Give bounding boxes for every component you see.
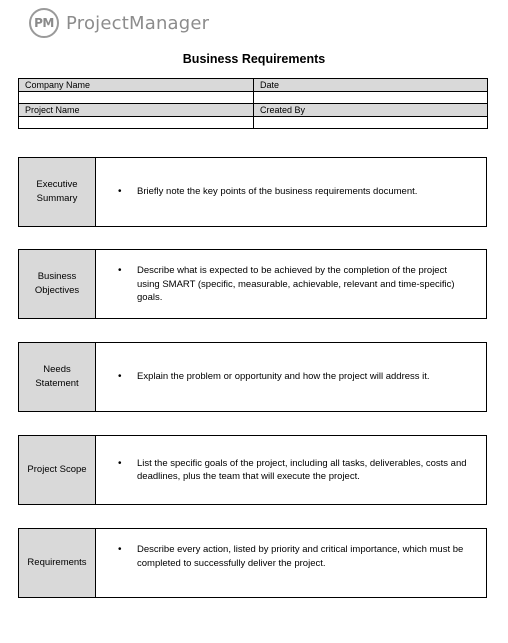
pm-logo-icon: PM (29, 8, 59, 38)
company-name-label: Company Name (19, 79, 254, 92)
brand-name: ProjectManager (66, 12, 210, 34)
section-label: Needs Statement (19, 343, 96, 411)
section-content[interactable] (96, 158, 486, 226)
document-title: Business Requirements (182, 52, 326, 66)
project-name-field[interactable] (19, 117, 254, 129)
list-item: • Briefly note the key points of the business requirements document. (137, 185, 417, 199)
table-row (19, 79, 488, 92)
list-item: • Describe what is expected to be achieved by the completion of the project using SMART (specific, measurable, achievable, relevant and time-specific) goals. (137, 264, 472, 305)
date-label: Date (254, 79, 488, 92)
company-name-field[interactable] (19, 92, 254, 104)
section-requirements (18, 528, 487, 598)
section-label: Business Objectives (19, 250, 96, 318)
section-content[interactable] (96, 343, 486, 411)
section-label: Requirements (19, 529, 96, 597)
section-content[interactable] (96, 529, 486, 597)
project-info-table (18, 78, 488, 129)
date-field[interactable] (254, 92, 488, 104)
section-label: Executive Summary (19, 158, 96, 226)
section-executive-summary (18, 157, 487, 227)
brand-logo (29, 8, 209, 38)
project-name-label: Project Name (19, 104, 254, 117)
list-item: • Explain the problem or opportunity and how the project will address it. (137, 370, 430, 384)
table-row (19, 92, 488, 104)
section-label: Project Scope (19, 436, 96, 504)
section-content[interactable] (96, 436, 486, 504)
section-content[interactable] (96, 250, 486, 318)
section-project-scope (18, 435, 487, 505)
created-by-field[interactable] (254, 117, 488, 129)
section-business-objectives (18, 249, 487, 319)
table-row (19, 117, 488, 129)
created-by-label: Created By (254, 104, 488, 117)
table-row (19, 104, 488, 117)
section-needs-statement (18, 342, 487, 412)
list-item: • List the specific goals of the project, including all tasks, deliverables, costs and deadlines, plus the team that will execute the project. (137, 457, 472, 484)
list-item: • Describe every action, listed by priority and critical importance, which must be completed to successfully deliver the project. (137, 543, 472, 570)
